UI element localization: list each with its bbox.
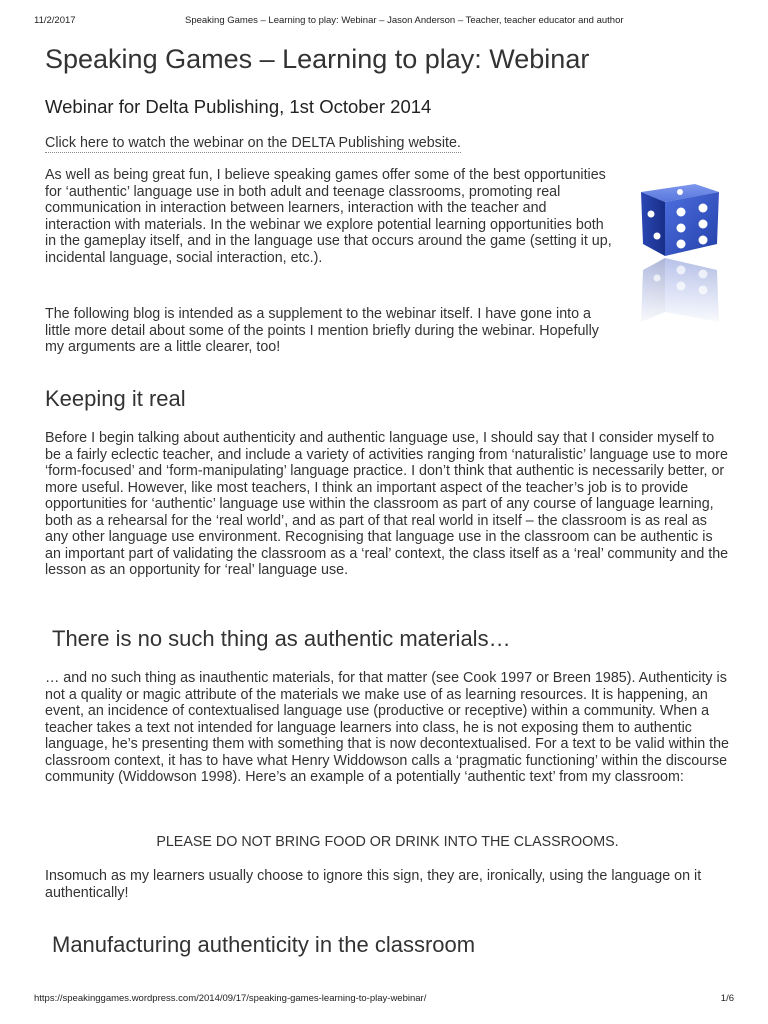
page-title: Speaking Games – Learning to play: Webinar [45, 44, 590, 74]
authenticity-paragraph: Before I begin talking about authenticity and authentic language use, I should say that I consider myself to be a fairly eclectic teacher, and include a variety of activities ranging from ‘naturalistic’ language use to more ‘form-focused’ and ‘form-manipulating’ language practice. I don’t think that authentic is necessarily better, or more useful. However, like most teachers, I think an important aspect of the teacher’s job is to provide opportunities for ‘authentic’ language use within the classroom as part of any course of language learning, both as a rehearsal for the ‘real world’, and as part of that real world in itself – the classroom is as real as any other language use environment. Recognising that language use in the classroom can be authentic is an important part of validating the classroom as a ‘real’ context, the class itself as a ‘real’ community and the lesson as an opportunity for ‘real’ language use. [45, 430, 729, 578]
print-url: https://speakinggames.wordpress.com/2014/09/17/speaking-games-learning-to-play-webinar/ [34, 993, 427, 1004]
section-heading-manufacturing: Manufacturing authenticity in the classroom [52, 932, 476, 957]
section-heading-keeping-it-real: Keeping it real [45, 386, 186, 411]
article [45, 42, 730, 957]
page-subtitle: Webinar for Delta Publishing, 1st October 2014 [45, 96, 432, 117]
section-heading-authentic-materials: There is no such thing as authentic materials… [52, 626, 511, 651]
materials-paragraph: … and no such thing as inauthentic materials, for that matter (see Cook 1997 or Breen 1985). Authenticity is not a quality or magic attribute of the materials we make use of as learning resources. It is happening, an event, an incidence of contextualised language use (productive or receptive) within a community. When a teacher takes a text not intended for language learners into class, he is not exposing them to authentic language, he’s presenting them with something that is now decontextualised. For a text to be valid within the classroom context, it has to have what Henry Widdowson calls a ‘pragmatic functioning’ within the discourse community (Widdowson 1998). Here’s an example of a potentially ‘authentic text’ from my classroom: [45, 670, 730, 785]
sign-text: PLEASE DO NOT BRING FOOD OR DRINK INTO THE CLASSROOMS. [156, 834, 619, 850]
webinar-link[interactable]: Click here to watch the webinar on the DELTA Publishing website. [45, 135, 461, 151]
supplement-paragraph: The following blog is intended as a supplement to the webinar itself. I have gone into a little more detail about some of the points I mention briefly during the webinar. Hopefully my arguments are a little clearer, too! [45, 306, 599, 355]
ironic-paragraph: Insomuch as my learners usually choose to ignore this sign, they are, ironically, using the language on it authentically! [45, 868, 702, 901]
print-header [34, 15, 734, 29]
print-date: 11/2/2017 [34, 15, 76, 26]
intro-paragraph: As well as being great fun, I believe speaking games offer some of the best opportunities for ‘authentic’ language use in both adult and teenage classrooms, promoting real communication in interaction between learners, interaction with the teacher and interaction with materials. In the webinar we explore potential learning opportunities both in the gameplay itself, and in the language use that occurs around the game (setting it up, incidental language, social interaction, etc.). [45, 167, 612, 266]
print-footer [34, 993, 734, 1007]
page-number: 1/6 [720, 993, 734, 1004]
print-doc-title: Speaking Games – Learning to play: Webinar – Jason Anderson – Teacher, teacher educator and author [185, 15, 624, 26]
dice-icon [637, 178, 721, 328]
